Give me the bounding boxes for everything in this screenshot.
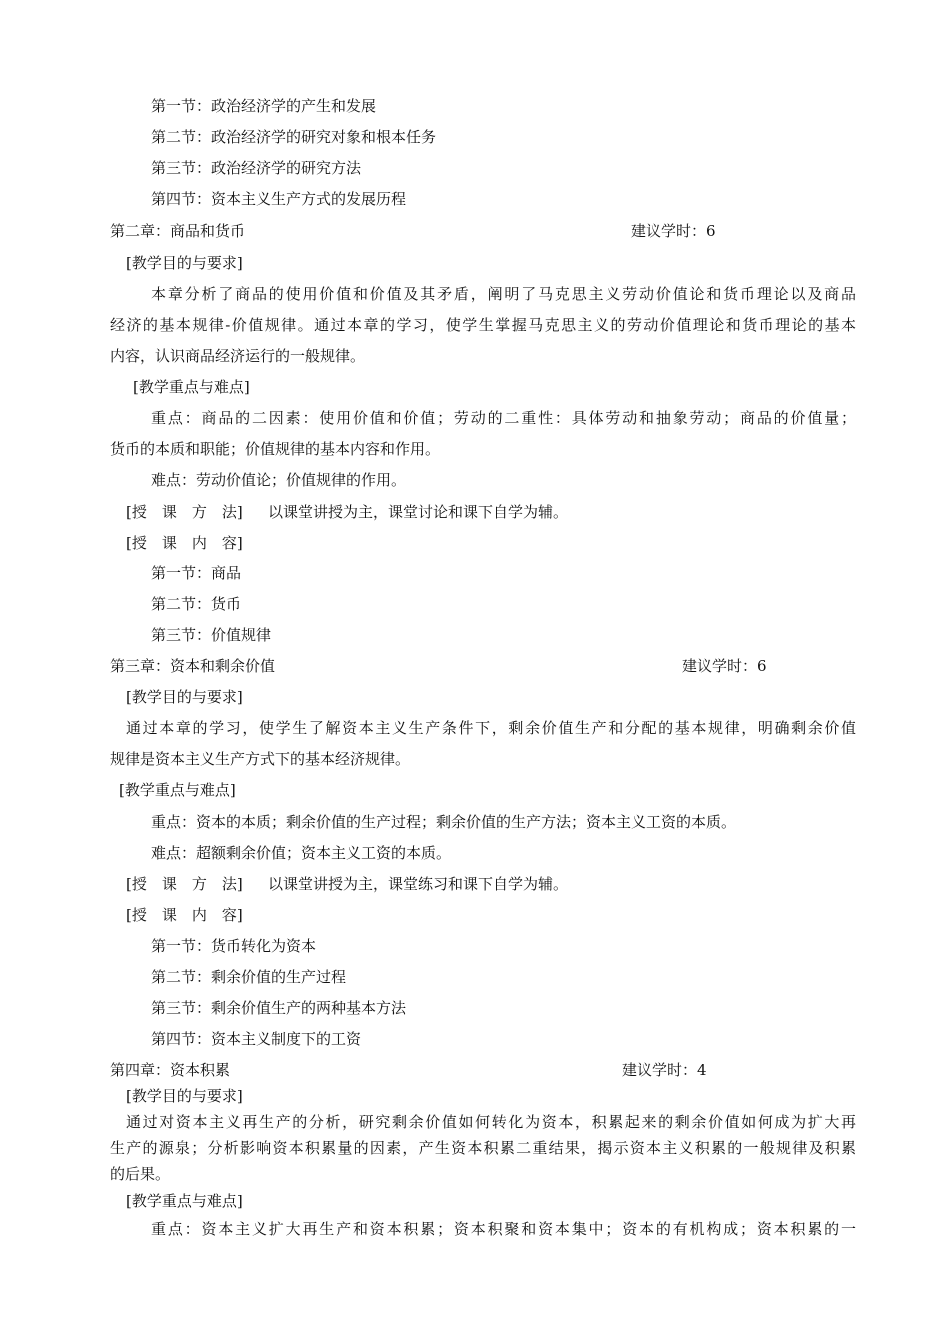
chapter-3-title: 第三章：资本和剩余价值 — [110, 657, 276, 675]
ch3-method-label: [授 课 方 法] — [126, 875, 243, 893]
ch2-method-label: [授 课 方 法] — [126, 503, 243, 521]
ch2-section-2: 第二节：货币 — [151, 595, 242, 613]
ch2-goal-line-2: 经济的基本规律-价值规律。通过本章的学习，使学生掌握马克思主义的劳动价值理论和货币理论的基本 — [110, 316, 856, 334]
chapter-4-title: 第四章：资本积累 — [110, 1061, 231, 1079]
ch2-section-1: 第一节：商品 — [151, 564, 242, 582]
ch2-key-line-2: 货币的本质和职能；价值规律的基本内容和作用。 — [110, 440, 441, 458]
ch2-difficulty: 难点：劳动价值论；价值规律的作用。 — [151, 471, 407, 489]
ch3-content-label: [授 课 内 容] — [126, 906, 243, 924]
ch2-key-line-1: 重点：商品的二因素：使用价值和价值；劳动的二重性：具体劳动和抽象劳动；商品的价值量； — [151, 409, 856, 427]
ch3-section-4: 第四节：资本主义制度下的工资 — [151, 1030, 362, 1048]
ch3-section-1: 第一节：货币转化为资本 — [151, 937, 317, 955]
chapter-2-hours: 建议学时：6 — [631, 222, 716, 240]
ch3-goal-line-1: 通过本章的学习，使学生了解资本主义生产条件下，剩余价值生产和分配的基本规律，明确剩余价值 — [126, 719, 856, 737]
ch4-goal-line-3: 的后果。 — [110, 1165, 171, 1183]
ch2-goal-line-3: 内容，认识商品经济运行的一般规律。 — [110, 347, 366, 365]
ch3-section-3: 第三节：剩余价值生产的两种基本方法 — [151, 999, 407, 1017]
ch2-content-label: [授 课 内 容] — [126, 534, 243, 552]
ch2-section-3: 第三节：价值规律 — [151, 626, 272, 644]
ch3-goal-header: [教学目的与要求] — [126, 688, 243, 706]
ch2-key-header: [教学重点与难点] — [133, 378, 250, 396]
ch2-method-text: 以课堂讲授为主，课堂讨论和课下自学为辅。 — [268, 503, 569, 521]
ch3-method-text: 以课堂讲授为主，课堂练习和课下自学为辅。 — [268, 875, 569, 893]
ch4-key-header: [教学重点与难点] — [126, 1192, 243, 1210]
ch2-goal-line-1: 本章分析了商品的使用价值和价值及其矛盾，阐明了马克思主义劳动价值论和货币理论以及商品 — [151, 285, 856, 303]
chapter-2-title: 第二章：商品和货币 — [110, 222, 246, 240]
ch2-goal-header: [教学目的与要求] — [126, 254, 243, 272]
chapter-3-hours: 建议学时：6 — [682, 657, 767, 675]
ch1-section-2: 第二节：政治经济学的研究对象和根本任务 — [151, 128, 437, 146]
ch4-goal-header: [教学目的与要求] — [126, 1087, 243, 1105]
ch4-goal-line-2: 生产的源泉；分析影响资本积累量的因素，产生资本积累二重结果，揭示资本主义积累的一般规律及积累 — [110, 1139, 856, 1157]
ch3-section-2: 第二节：剩余价值的生产过程 — [151, 968, 347, 986]
ch3-key-line: 重点：资本的本质；剩余价值的生产过程；剩余价值的生产方法；资本主义工资的本质。 — [151, 813, 737, 831]
ch4-key-line: 重点：资本主义扩大再生产和资本积累；资本积聚和资本集中；资本的有机构成；资本积累的一 — [151, 1220, 856, 1238]
ch3-goal-line-2: 规律是资本主义生产方式下的基本经济规律。 — [110, 750, 411, 768]
ch3-key-header: [教学重点与难点] — [119, 781, 236, 799]
ch1-section-1: 第一节：政治经济学的产生和发展 — [151, 97, 377, 115]
ch4-goal-line-1: 通过对资本主义再生产的分析，研究剩余价值如何转化为资本，积累起来的剩余价值如何成为扩大再 — [126, 1113, 856, 1131]
ch3-difficulty: 难点：超额剩余价值；资本主义工资的本质。 — [151, 844, 452, 862]
ch1-section-3: 第三节：政治经济学的研究方法 — [151, 159, 362, 177]
ch1-section-4: 第四节：资本主义生产方式的发展历程 — [151, 190, 407, 208]
chapter-4-hours: 建议学时：4 — [622, 1061, 707, 1079]
